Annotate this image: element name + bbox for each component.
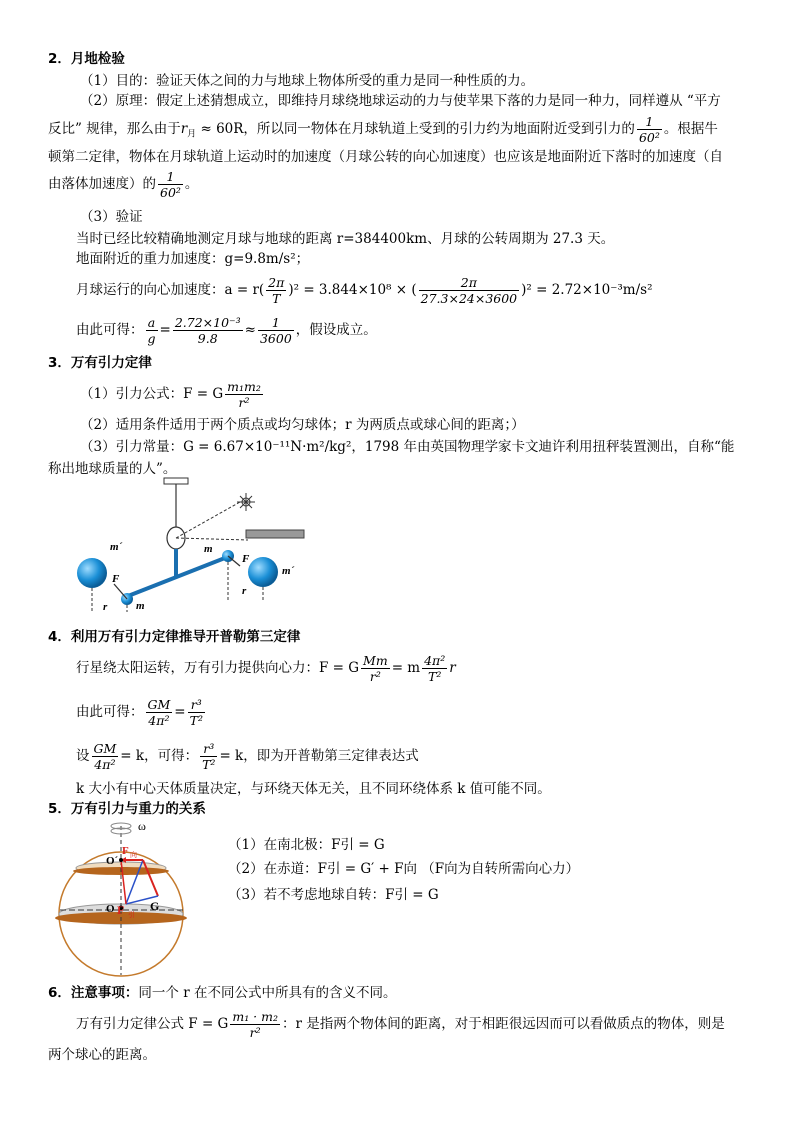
label-G: G bbox=[150, 899, 160, 913]
text: 设 bbox=[76, 748, 90, 764]
scale-ruler bbox=[246, 530, 304, 538]
s2-verify-heading: （3）验证 bbox=[80, 209, 143, 225]
fraction bbox=[200, 741, 217, 772]
text: = m bbox=[391, 660, 421, 676]
numerator: Mm bbox=[363, 653, 388, 668]
fraction bbox=[230, 1009, 280, 1040]
section-4-title: 4．利用万有引力定律推导开普勒第三定律 bbox=[48, 629, 301, 645]
denominator: T² bbox=[428, 669, 442, 684]
text: = bbox=[159, 322, 171, 338]
s2-principle-line1: （2）原理：假定上述猜想成立，即维持月球绕地球运动的力与使苹果下落的力是同一种力，同样遵从 “平方 bbox=[80, 93, 721, 109]
text: 同一个 r 在不同公式中所具有的含义不同。 bbox=[138, 985, 397, 1001]
s2-principle-line2 bbox=[48, 114, 718, 145]
fraction bbox=[361, 653, 390, 684]
fraction bbox=[266, 275, 286, 306]
section-3-title: 3．万有引力定律 bbox=[48, 355, 152, 371]
s4-centripetal bbox=[76, 650, 456, 686]
label-m-top: m bbox=[204, 543, 213, 555]
s6-cont: 两个球心的距离。 bbox=[48, 1047, 156, 1063]
text: 由此可得： bbox=[76, 322, 144, 338]
denominator: T² bbox=[202, 757, 216, 772]
s2-ratio bbox=[76, 312, 377, 348]
label-F-left: F bbox=[112, 573, 120, 585]
s2-gravity: 地面附近的重力加速度：g=9.8m/s²； bbox=[76, 251, 310, 267]
label-m-prime-left: m´ bbox=[110, 541, 123, 553]
text: )² = 3.844×10⁸ × ( bbox=[288, 282, 417, 298]
large-sphere-left bbox=[77, 558, 107, 588]
r-symbol: r bbox=[180, 121, 188, 137]
denominator: 4π² bbox=[94, 757, 116, 772]
fraction bbox=[146, 315, 158, 346]
torsion-balance-diagram bbox=[70, 476, 320, 616]
earth-gravity-diagram bbox=[46, 820, 196, 978]
denominator: 60² bbox=[160, 185, 181, 200]
s5-no-rotation: （3）若不考虑地球自转：F引 = G bbox=[228, 887, 439, 903]
horizontal-beam bbox=[128, 556, 230, 596]
numerator: 4π² bbox=[424, 653, 446, 668]
numerator: 1 bbox=[258, 315, 294, 331]
s3-constant: （3）引力常量：G = 6.67×10⁻¹¹N·m²/kg²，1798 年由英国物理学家卡文迪许利用扭秤装置测出，自称“能 bbox=[80, 439, 735, 455]
label-r-left: r bbox=[103, 601, 108, 613]
light-ray-in bbox=[176, 502, 240, 538]
text: 月球运行的向心加速度：a = r( bbox=[76, 282, 265, 298]
denominator: 27.3×24×3600 bbox=[420, 291, 518, 306]
label-o: O bbox=[106, 903, 115, 915]
force-arrow-left bbox=[114, 584, 127, 599]
label-m-bottom: m bbox=[136, 600, 145, 612]
section-2-title: 2．月地检验 bbox=[48, 51, 125, 67]
numerator: a bbox=[146, 315, 158, 331]
s4-kepler bbox=[76, 738, 419, 774]
numerator: r³ bbox=[188, 697, 205, 713]
point-o-prime bbox=[119, 858, 123, 862]
label-F-sub: 引 bbox=[128, 911, 135, 919]
numerator: m₁ · m₂ bbox=[232, 1009, 278, 1024]
fraction bbox=[158, 169, 183, 200]
numerator: 2π bbox=[419, 275, 520, 291]
denominator: g bbox=[147, 331, 156, 346]
s4-k-note: k 大小有中心天体质量决定，与环绕天体无关，且不同环绕体系 k 值可能不同。 bbox=[76, 781, 551, 797]
text: 。根据牛 bbox=[663, 121, 718, 137]
numerator: 1 bbox=[158, 169, 183, 185]
s2-verify-data: 当时已经比较精确地测定月球与地球的距离 r=384400km、月球的公转周期为 27.3 天。 bbox=[76, 231, 615, 247]
text: ≈ bbox=[244, 322, 256, 338]
numerator: r³ bbox=[200, 741, 217, 757]
denominator: 3600 bbox=[259, 331, 292, 346]
light-ray-out bbox=[176, 538, 248, 540]
label-F-top-sub: 向 bbox=[130, 851, 137, 859]
text: 反比” 规律，那么由于 bbox=[48, 121, 181, 137]
s6-formula-line bbox=[76, 1006, 725, 1042]
label-F: F bbox=[117, 903, 125, 917]
s4-derived bbox=[76, 694, 207, 730]
r-sub: 月 bbox=[187, 129, 197, 140]
large-sphere-right bbox=[248, 557, 278, 587]
text: 。 bbox=[184, 176, 199, 192]
s5-poles: （1）在南北极：F引 = G bbox=[228, 837, 385, 853]
fraction bbox=[225, 379, 263, 410]
label-omega: ω bbox=[138, 820, 146, 833]
numerator: m₁m₂ bbox=[227, 379, 261, 394]
fraction bbox=[422, 653, 447, 684]
denominator: 4π² bbox=[148, 713, 170, 728]
text: 万有引力定律公式 F = G bbox=[76, 1016, 229, 1032]
text: = k，即为开普勒第三定律表达式 bbox=[219, 748, 419, 764]
label-m-prime-right: m´ bbox=[282, 565, 295, 577]
text: ：r 是指两个物体间的距离，对于相距很远因而可以看做质点的物体，则是 bbox=[282, 1016, 725, 1032]
text: r bbox=[449, 660, 456, 676]
label-F-right: F bbox=[242, 553, 250, 565]
s5-equator: （2）在赤道：F引 = G′ + F向 （F向为自转所需向心力） bbox=[228, 861, 580, 877]
fraction bbox=[258, 315, 294, 346]
label-o-prime: O´ bbox=[106, 855, 119, 867]
s2-principle-line3: 顿第二定律，物体在月球轨道上运动时的加速度（月球公转的向心加速度）也应该是地面附近下落时的加速度（自 bbox=[48, 149, 723, 165]
numerator: 1 bbox=[637, 114, 662, 130]
text: ，假设成立。 bbox=[295, 322, 377, 338]
s3-conditions: （2）适用条件适用于两个质点或均匀球体；r 为两质点或球心间的距离；） bbox=[80, 417, 525, 433]
section-5-title: 5．万有引力与重力的关系 bbox=[48, 801, 206, 817]
s2-centripetal-accel bbox=[76, 272, 653, 308]
fraction bbox=[92, 741, 119, 772]
denominator: r² bbox=[249, 1025, 261, 1040]
text: 行星绕太阳运转，万有引力提供向心力：F = G bbox=[76, 660, 360, 676]
numerator: GM bbox=[93, 741, 117, 756]
denominator: 9.8 bbox=[197, 331, 218, 346]
numerator: 2.72×10⁻³ bbox=[174, 315, 241, 330]
fraction bbox=[188, 697, 205, 728]
numerator: 2π bbox=[268, 275, 285, 290]
text: ≈ 60R，所以同一物体在月球轨道上受到的引力约为地面附近受到引力的 bbox=[196, 121, 635, 137]
denominator: r² bbox=[238, 395, 250, 410]
denominator: r² bbox=[369, 669, 381, 684]
fraction bbox=[173, 315, 243, 346]
s3-constant-cont: 称出地球质量的人”。 bbox=[48, 461, 177, 477]
light-source-icon bbox=[237, 493, 255, 511]
text: = bbox=[174, 704, 186, 720]
denominator: 60² bbox=[638, 130, 660, 145]
text: （1）引力公式：F = G bbox=[80, 386, 224, 402]
section-6-line bbox=[48, 984, 396, 1002]
text: 由此可得： bbox=[76, 704, 144, 720]
denominator: T bbox=[272, 291, 281, 306]
s3-formula bbox=[80, 376, 265, 412]
fraction bbox=[637, 114, 662, 145]
fraction bbox=[419, 275, 520, 306]
numerator: GM bbox=[147, 697, 171, 712]
label-F-top: F bbox=[122, 845, 129, 857]
denominator: T² bbox=[189, 713, 203, 728]
section-6-title: 6．注意事项： bbox=[48, 985, 139, 1001]
label-r-right: r bbox=[242, 585, 247, 597]
s2-principle-line4 bbox=[48, 168, 198, 200]
fraction bbox=[146, 697, 173, 728]
ceiling-mount bbox=[164, 478, 188, 484]
text: = k，可得： bbox=[120, 748, 199, 764]
s2-purpose: （1）目的：验证天体之间的力与地球上物体所受的重力是同一种性质的力。 bbox=[80, 73, 535, 89]
text: 由落体加速度）的 bbox=[48, 176, 156, 192]
text: )² = 2.72×10⁻³m/s² bbox=[521, 282, 653, 298]
